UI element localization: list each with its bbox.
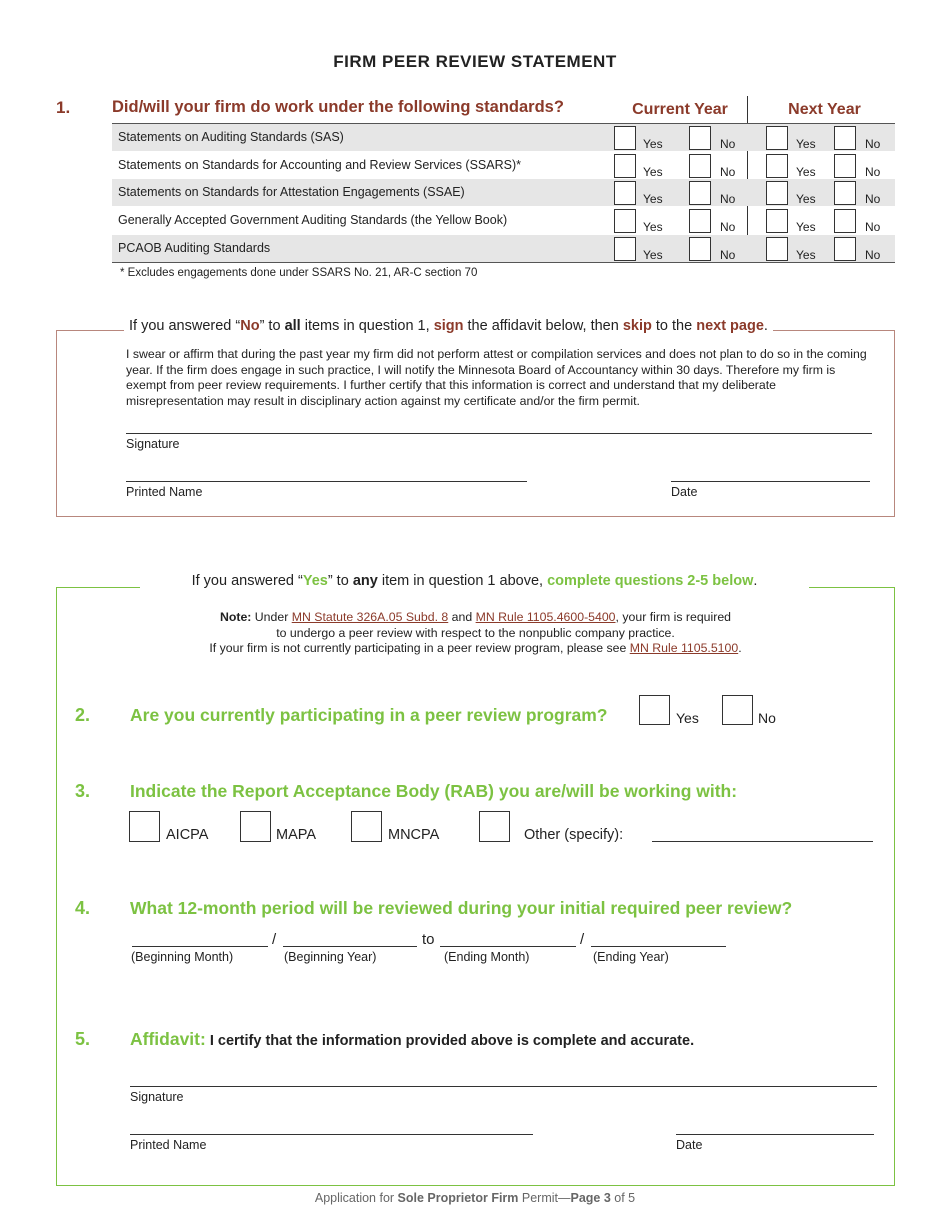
note-label: Note: [219,610,252,624]
current-no-label: No [720,192,736,206]
q2-yes-checkbox[interactable] [639,695,670,725]
next-yes-checkbox[interactable] [766,126,788,150]
next-yes-label: Yes [796,137,816,151]
note-text: If your firm is not currently participating in a peer review program, please see [209,641,630,656]
q2-no-label: No [758,710,776,726]
mapa-checkbox[interactable] [240,811,271,842]
next-yes-checkbox[interactable] [766,237,788,261]
heading-skip: skip [622,318,652,334]
period-slash: / [580,931,585,948]
current-yes-label: Yes [643,248,663,262]
next-yes-checkbox[interactable] [766,154,788,178]
footer-firm-type: Sole Proprietor Firm [397,1191,519,1205]
next-no-label: No [865,220,881,234]
next-yes-checkbox[interactable] [766,181,788,205]
next-no-checkbox[interactable] [834,181,856,205]
current-no-checkbox[interactable] [689,237,711,261]
q3-number: 3. [75,781,91,801]
next-yes-label: Yes [796,220,816,234]
footer-text: Permit— [518,1191,571,1205]
next-no-checkbox[interactable] [834,126,856,150]
q5-number: 5. [75,1029,91,1049]
beginning-month-label: (Beginning Month) [131,950,234,964]
heading-all: all [284,318,301,334]
footer-text: of 5 [610,1191,636,1205]
col-current-year: Current Year [632,101,728,118]
q2-yes-label: Yes [676,710,699,726]
beginning-year-label: (Beginning Year) [284,950,377,964]
table-bottom-rule [112,262,895,263]
next-no-label: No [865,137,881,151]
footer-page: Page 3 [570,1191,611,1205]
note-text: and [448,610,476,624]
q2-no-checkbox[interactable] [722,695,753,725]
q1-number: 1. [56,98,71,117]
no-affidavit-text: I swear or affirm that during the past year my firm did not perform attest or compilation services and does not plan to do so in the coming year. If the firm does engage in such practice, I will notify the Minnesota Board of Accountancy within 30 days. Therefore my firm is exempt from peer review requirements. I further certify that this information is correct and understand that my deliberate misrepresentation may result in disciplinary action against my certificate and/or the firm permit. [126,347,867,408]
heading-next-page: next page [696,318,764,334]
next-no-label: No [865,192,881,206]
next-no-checkbox[interactable] [834,237,856,261]
period-slash: / [272,931,277,948]
footer-text: Application for [314,1191,398,1205]
next-no-checkbox[interactable] [834,209,856,233]
current-no-checkbox[interactable] [689,154,711,178]
no-printed-name-label: Printed Name [126,485,203,499]
note-line-2: to undergo a peer review with respect to the nonpublic company practice. [276,625,675,640]
q1-footnote: * Excludes engagements done under SSARS No. 21, AR-C section 70 [120,267,478,279]
no-signature-label: Signature [126,437,180,451]
q5-label: Affidavit: [130,1029,206,1049]
no-box-heading [124,318,773,334]
period-to: to [422,931,435,948]
current-no-checkbox[interactable] [689,181,711,205]
standard-row-label: PCAOB Auditing Standards [118,241,271,255]
note-text: Under [251,610,292,624]
page-title: FIRM PEER REVIEW STATEMENT [333,52,617,71]
beginning-month-line[interactable] [132,946,268,947]
col-next-year: Next Year [788,101,861,118]
aicpa-checkbox[interactable] [129,811,160,842]
current-yes-checkbox[interactable] [614,209,636,233]
q3-text: Indicate the Report Acceptance Body (RAB) you are/will be working with: [130,781,738,801]
no-printed-name-line[interactable] [126,481,527,482]
q5-printed-name-line[interactable] [130,1134,533,1135]
ending-year-line[interactable] [591,946,726,947]
other-specify-line[interactable] [652,841,873,842]
next-yes-label: Yes [796,165,816,179]
heading-text: ” to [327,573,353,589]
next-no-checkbox[interactable] [834,154,856,178]
mn-rule-link[interactable]: MN Rule 1105.4600-5400 [475,610,616,624]
note-line-1 [56,610,895,626]
current-yes-label: Yes [643,137,663,151]
heading-any: any [352,573,378,589]
no-signature-line[interactable] [126,433,872,434]
heading-sign: sign [433,318,464,334]
next-yes-checkbox[interactable] [766,209,788,233]
next-yes-label: Yes [796,248,816,262]
current-no-label: No [720,220,736,234]
mn-statute-link[interactable]: MN Statute 326A.05 Subd. 8 [291,610,449,624]
heading-text: . [753,573,758,589]
heading-text: the affidavit below, then [463,318,623,334]
heading-complete: complete questions 2-5 below [547,573,754,589]
q4-text: What 12-month period will be reviewed during your initial required peer review? [130,898,793,918]
note-line-3 [56,641,895,657]
mncpa-checkbox[interactable] [351,811,382,842]
no-date-line[interactable] [671,481,870,482]
standard-row-label: Statements on Standards for Accounting and Review Services (SSARS)* [118,158,521,172]
q5-date-line[interactable] [676,1134,874,1135]
other-checkbox[interactable] [479,811,510,842]
aicpa-label: AICPA [166,827,209,843]
page-footer [0,1191,950,1205]
current-no-label: No [720,137,736,151]
ending-month-line[interactable] [440,946,576,947]
current-no-label: No [720,248,736,262]
q5-text: I certify that the information provided above is complete and accurate. [205,1033,695,1049]
q5-printed-name-label: Printed Name [130,1138,207,1152]
heading-no: No [240,318,260,334]
next-no-label: No [865,248,881,262]
heading-text: to the [651,318,697,334]
standard-row-label: Generally Accepted Government Auditing Standards (the Yellow Book) [118,213,508,227]
q5-signature-line[interactable] [130,1086,877,1087]
q5-date-label: Date [676,1138,703,1152]
yes-box-heading [140,573,809,589]
q1-text: Did/will your firm do work under the following standards? [112,98,564,116]
current-yes-label: Yes [643,192,663,206]
heading-yes: Yes [302,573,328,589]
heading-text: ” to [259,318,285,334]
current-yes-checkbox[interactable] [614,154,636,178]
q5-affidavit [130,1029,694,1050]
heading-text: If you answered “ [191,573,303,589]
standard-row-label: Statements on Auditing Standards (SAS) [118,130,344,144]
mapa-label: MAPA [276,827,317,843]
standard-row-label: Statements on Standards for Attestation Engagements (SSAE) [118,185,465,199]
note-text: , your firm is required [615,610,732,624]
q2-text: Are you currently participating in a peer review program? [130,705,608,725]
current-yes-label: Yes [643,220,663,234]
current-yes-checkbox[interactable] [614,181,636,205]
current-yes-label: Yes [643,165,663,179]
heading-text: item in question 1 above, [377,573,548,589]
other-label: Other (specify): [524,827,624,843]
current-yes-checkbox[interactable] [614,126,636,150]
q2-number: 2. [75,705,91,725]
note-text: . [738,641,742,656]
no-date-label: Date [671,485,698,499]
current-no-checkbox[interactable] [689,126,711,150]
heading-text: . [763,318,768,334]
beginning-year-line[interactable] [283,946,417,947]
q4-number: 4. [75,898,91,918]
q5-signature-label: Signature [130,1090,184,1104]
current-no-label: No [720,165,736,179]
heading-text: items in question 1, [300,318,434,334]
ending-year-label: (Ending Year) [593,950,669,964]
current-yes-checkbox[interactable] [614,237,636,261]
next-yes-label: Yes [796,192,816,206]
next-no-label: No [865,165,881,179]
mn-rule-5100-link[interactable]: MN Rule 1105.5100 [629,641,739,656]
mncpa-label: MNCPA [388,827,440,843]
ending-month-label: (Ending Month) [444,950,530,964]
note-block [56,610,895,657]
heading-text: If you answered “ [129,318,241,334]
current-no-checkbox[interactable] [689,209,711,233]
